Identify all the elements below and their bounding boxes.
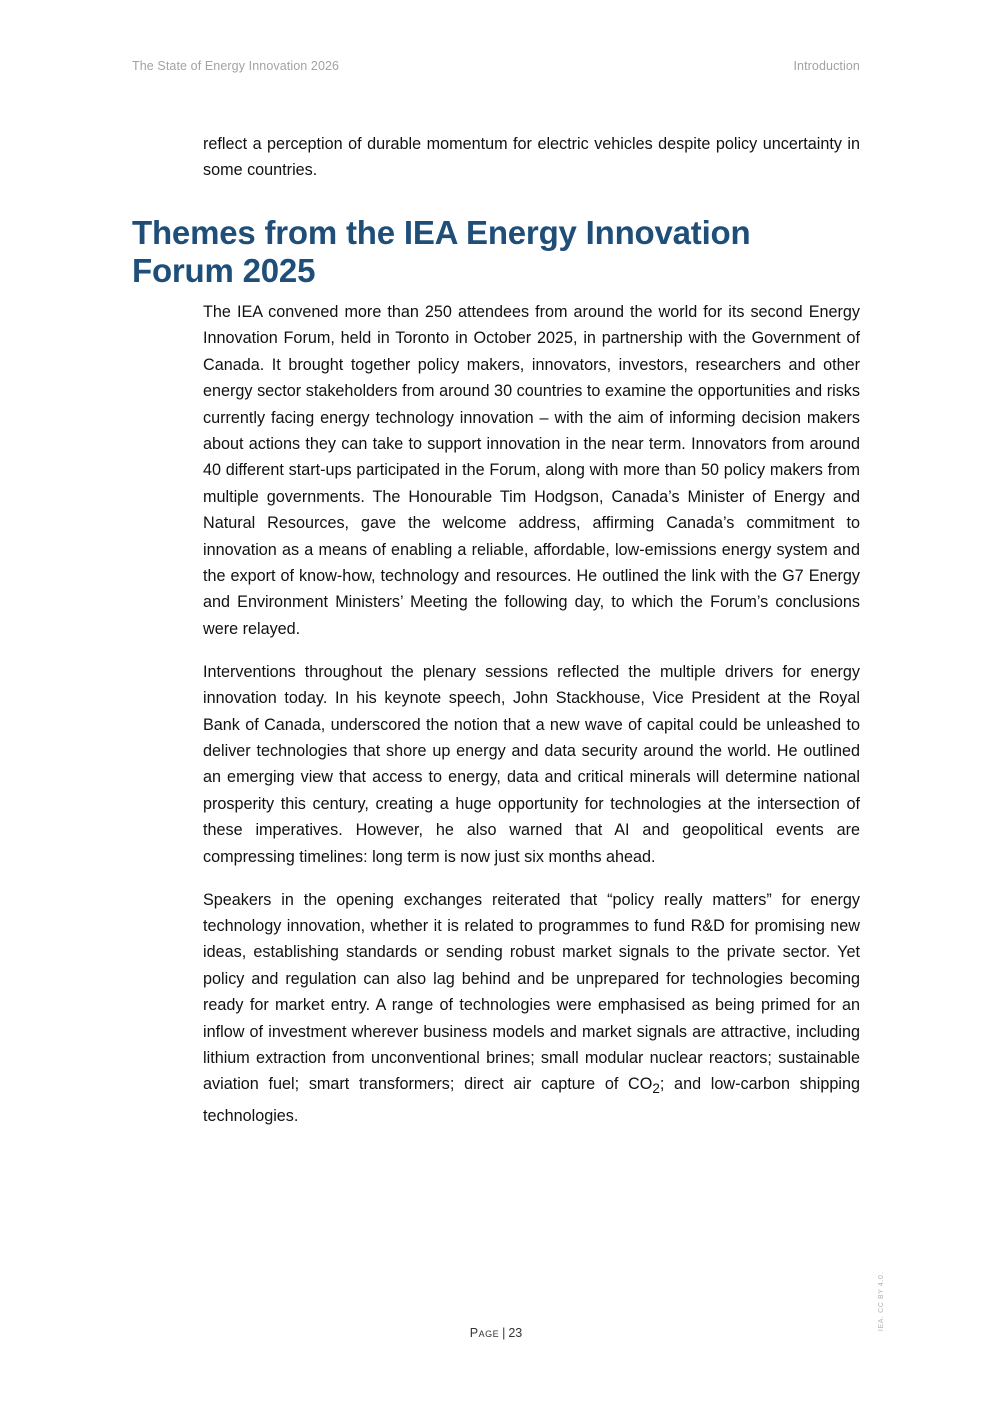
section-title-line-2: Forum 2025 xyxy=(132,251,316,289)
body-paragraph-3-ending: ; and low-carbon shipping technologies. xyxy=(203,1075,860,1126)
page-footer xyxy=(0,1326,992,1340)
body-paragraph-2: Interventions throughout the plenary sessions reflected the multiple drivers for energy innovation today. In his keynote speech, John Stackhouse, Vice President at the Royal Bank of Canada, underscored the notion that a new wave of capital could be unleashed to deliver technologies that shore up energy and data security around the world. He outlined an emerging view that access to energy, data and critical minerals will determine national prosperity this century, creating a huge opportunity for technologies at the intersection of these imperatives. However, he also warned that AI and geopolitical events are compressing timelines: long term is now just six months ahead. xyxy=(203,662,860,866)
intro-paragraph-block xyxy=(203,131,860,184)
page-number: 23 xyxy=(508,1326,523,1340)
license-notice: IEA. CC BY 4.0. xyxy=(878,1272,885,1332)
body-paragraph-3-text: Speakers in the opening exchanges reiterated that “policy really matters” for energy technology innovation, whether it is related to programmes to fund R&D for promising new ideas, establishing standards or sending robust market signals to the private sector. Yet policy and regulation can also lag behind and be unprepared for technologies becoming ready for market entry. A range of technologies were emphasised as being primed for an inflow of investment wherever business models and market signals are attractive, including lithium extraction from unconventional brines; small modular nuclear reactors; sustainable aviation fuel; smart transformers; direct air capture of CO xyxy=(203,890,860,1094)
section-title xyxy=(132,214,832,289)
report-title: The State of Energy Innovation 2026 xyxy=(132,59,340,73)
body-paragraph-3 xyxy=(203,887,860,1130)
section-title-line-1: Themes from the IEA Energy Innovation xyxy=(132,214,751,251)
page-separator: | xyxy=(502,1326,506,1340)
running-header xyxy=(132,59,860,73)
intro-paragraph: reflect a perception of durable momentum for electric vehicles despite policy uncertainty in some countries. xyxy=(203,135,860,180)
chapter-name: Introduction xyxy=(793,59,860,73)
body-paragraph-1: The IEA convened more than 250 attendees from around the world for its second Energy Innovation Forum, held in Toronto in October 2025, in partnership with the Government of Canada. It brought together policy makers, innovators, investors, researchers and other energy sector stakeholders from around 30 countries to examine the opportunities and risks currently facing energy technology innovation – with the aim of informing decision makers about actions they can take to support innovation in the near term. Innovators from around 40 different start-ups participated in the Forum, along with more than 50 policy makers from multiple governments. The Honourable Tim Hodgson, Canada’s Minister of Energy and Natural Resources, gave the welcome address, affirming Canada’s commitment to innovation as a means of enabling a reliable, affordable, low-emissions energy system and the export of know-how, technology and resources. He outlined the link with the G7 Energy and Environment Ministers’ Meeting the following day, to which the Forum’s conclusions were relayed. xyxy=(203,303,860,638)
co2-subscript: 2 xyxy=(652,1081,660,1097)
section-body xyxy=(203,299,860,1146)
page-label: Page xyxy=(469,1326,500,1340)
